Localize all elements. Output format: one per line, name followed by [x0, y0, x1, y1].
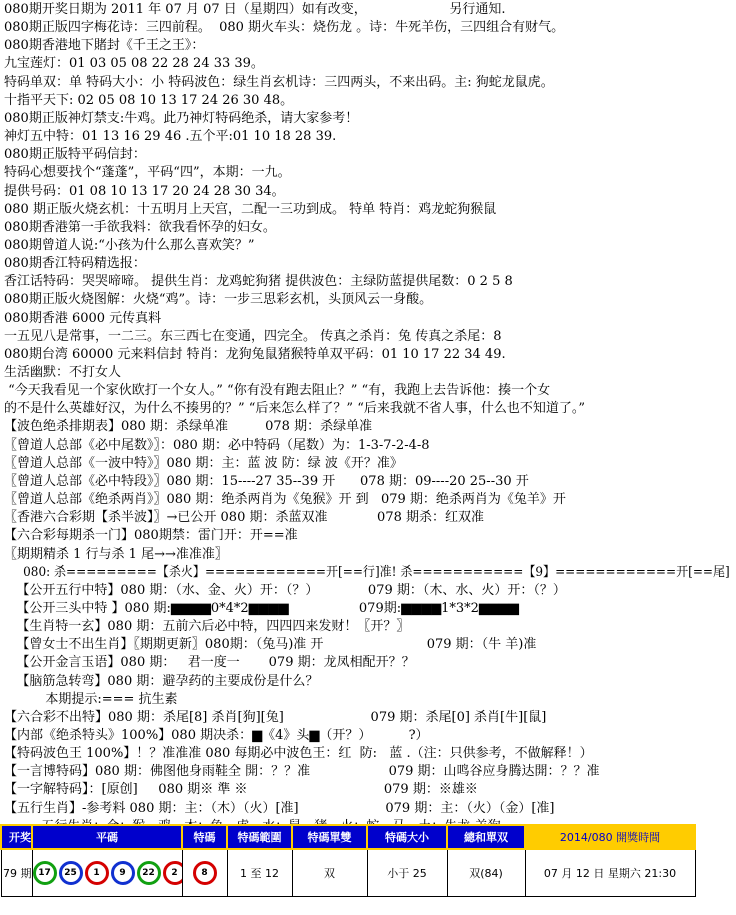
ball-group — [33, 861, 183, 885]
regular-balls-cell — [32, 849, 182, 897]
text-line: 神灯五中特：01 13 16 29 46 .五个平:01 10 18 28 39. — [4, 129, 337, 145]
text-line: 【波色绝杀排期表】080 期：杀绿单准 078 期：杀绿单准 — [4, 419, 373, 435]
number-ball: 22 — [137, 861, 161, 885]
text-line: 〖曾道人总部《绝杀两肖》〗080 期：绝杀两肖为《兔猴》开 到 079 期：绝杀两肖为《兔羊》开 — [4, 492, 566, 508]
range-cell: 1 至 12 — [227, 849, 292, 897]
text-line: 【生肖特一玄】080 期：五前六后必中特，四四四来发财！〖开？〗 — [4, 619, 410, 635]
text-line: 【五行生肖】-参考料 080 期：主：（木）（火）[准] 079 期：主：（火）（金）[准] — [4, 800, 555, 816]
header-special-number: 特碼 — [182, 825, 227, 849]
text-line: 十指平天下: 02 05 08 10 13 17 24 26 30 48。 — [4, 92, 294, 108]
text-line: 〖香港六合彩期【杀半波】〗→已公开 080 期：杀蓝双准 078 期杀：红双准 — [4, 510, 485, 526]
number-ball: 2 — [163, 861, 183, 885]
text-line: 特码单双：单 特码大小：小 特码波色：绿生肖玄机诗：三四两头，不来出码。主: 狗蛇龙鼠虎。 — [4, 74, 554, 90]
header-draw-time: 2014/080 開獎時間 — [525, 825, 695, 849]
draw-time-cell: 07 月 12 日 星期六 21:30 — [525, 849, 695, 897]
text-line: 080期曾道人说:“小孩为什么那么喜欢笑？” — [4, 237, 255, 253]
text-line: 【内部《绝杀特头》100%】080 期决杀：▆《4》头▆（开？） ?） — [4, 728, 429, 743]
period-cell: 79 期 — [1, 849, 32, 897]
text-line: 〖曾道人总部《必中尾数》〗：080 期：必中特码（尾数）为：1-3-7-2-4-8 — [4, 437, 430, 453]
text-line: 080期香江特码精选报： — [4, 256, 146, 272]
text-line: 特码心想要找个“蓬蓬”，平码“四”，本期：一九。 — [4, 165, 291, 181]
header-special-odd-even: 特碼單雙 — [292, 825, 367, 849]
text-line: “今天我看见一个家伙欧打一个女人。” “你有没有跑去阻止？” “有，我跑上去告诉他：揍一个女 — [4, 383, 551, 399]
size-cell: 小于 25 — [367, 849, 447, 897]
special-ball: 8 — [193, 861, 217, 885]
number-ball: 17 — [33, 861, 57, 885]
text-line: 〖曾道人总部《必中特段》〗080 期：15----27 35--39 开 078 期：09----20 25--30 开 — [4, 473, 529, 489]
text-line: 一五见八是常事，一二三。东三西七在变通，四完全。 传真之杀肖：兔 传真之杀尾：8 — [4, 328, 502, 344]
number-ball: 1 — [85, 861, 109, 885]
text-line: 【一字解特码】：[原创] 080 期※ 準 ※ 079 期：※雄※ — [4, 782, 478, 798]
text-line: 080期香港第一手欲我料：欲我看怀孕的妇女。 — [4, 219, 276, 235]
text-line: 080期台湾 60000 元来料信封 特肖：龙狗兔鼠猪猴特单双平码：01 10 17 22 34 49. — [4, 346, 506, 362]
text-line: 【脑筋急转弯】080 期：避孕药的主要成份是什么？ — [4, 673, 319, 689]
number-ball: 25 — [59, 861, 83, 885]
header-regular-numbers: 平碼 — [32, 825, 182, 849]
header-special-range: 特碼範圍 — [227, 825, 292, 849]
header-sum-odd-even: 總和單双 — [447, 825, 525, 849]
text-line: 香江话特码：哭哭啼啼。 提供生肖：龙鸡蛇狗猪 提供波色：主绿防蓝提供尾数：0 2 5 8 — [4, 274, 513, 290]
text-line: 【特码波色王 100%】！？准准准 080 每期必中波色王：红 防: 蓝 .（注：只供参考，不做解释！） — [4, 746, 593, 762]
text-line: 080期正版神灯禁支:牛鸡。此乃神灯特码绝杀，请大家参考！ — [4, 110, 359, 126]
header-special-size: 特碼大小 — [367, 825, 447, 849]
text-line: 080期正版火烧图解：火烧“鸡”。诗：一步三思彩玄机，头顶风云一身酸。 — [4, 292, 433, 308]
text-line: 【曾女士不出生肖】〖期期更新〗080期：（兔马)准 开 079 期：（牛 羊)准 — [4, 637, 537, 653]
text-line: 080期开奖日期为 2011 年 07 月 07 日（星期四）如有改变， 另行通知. — [4, 2, 506, 17]
text-line: 【公开三头中特 】080 期:▆▆▆▆0*4*2▆▆▆▆ 079期:▆▆▆▆1*3*2▆▆▆▆ — [4, 600, 519, 616]
text-line: 【公开金言玉语】080 期： 君一度一 079 期：龙凤相配开？？ — [4, 655, 415, 671]
special-ball-cell — [182, 849, 227, 897]
text-line: 本期提示:=== 抗生素 — [4, 691, 178, 707]
text-line: 【六合彩不出特】080 期：杀尾[8] 杀肖[狗][兔] 079 期：杀尾[0] 杀肖[牛][鼠] — [4, 709, 547, 725]
text-line: 080期正版四字梅花诗：三四前程。 080 期火车头：烧伤龙 。诗：牛死羊伤，三四组合有财气。 — [4, 20, 565, 36]
text-line: 的不是什么英雄好汉，为什么不揍男的？” “后来怎么样了？” “后来我就不省人事，什么也不知道了。” — [4, 401, 585, 417]
number-ball: 9 — [111, 861, 135, 885]
text-line: 〖期期精杀 1 行与杀 1 尾→→准准准〗 — [4, 546, 228, 562]
text-line: 九宝莲灯：01 03 05 08 22 28 24 33 39。 — [4, 56, 264, 72]
text-line: 生活幽默：不打女人 — [4, 365, 122, 380]
text-line: 【一言博特码】080 期：佛图他身雨鞋全 開：？？准 079 期：山鸣谷应身腾达開：？？准 — [4, 764, 600, 780]
sum-odd-even-cell: 双(84) — [447, 849, 525, 897]
text-line: 080期香港地下賭封《千王之王》： — [4, 38, 205, 54]
text-line: 080期正版特平码信封： — [4, 147, 146, 163]
text-line: 【六合彩每期杀一门】080期禁：雷门开：开==准 — [4, 528, 298, 544]
table-header-row — [1, 825, 695, 849]
text-line: 080 期正版火烧玄机：十五明月上天宫，二配一三功到成。 特单 特肖：鸡龙蛇狗猴鼠 — [4, 201, 497, 217]
text-line: 提供号码：01 08 10 13 17 20 24 28 30 34。 — [4, 183, 285, 199]
text-line: 【公开五行中特】080 期：（水、金、火）开：（？） 079 期：（木、水、火）开：（？） — [4, 582, 566, 598]
odd-even-cell: 双 — [292, 849, 367, 897]
text-line: 080期香港 6000 元传真料 — [4, 310, 162, 326]
header-period: 开奖 — [1, 825, 32, 849]
table-row — [1, 849, 695, 897]
draw-result-table — [0, 824, 696, 897]
text-line: 080: 杀=========【杀火】============开[==行]准! 杀===========【9】============开[==尾] — [4, 564, 730, 580]
text-line: 〖曾道人总部《一波中特》〗080 期：主：蓝 波 防：绿 波《开？准》 — [4, 455, 403, 471]
